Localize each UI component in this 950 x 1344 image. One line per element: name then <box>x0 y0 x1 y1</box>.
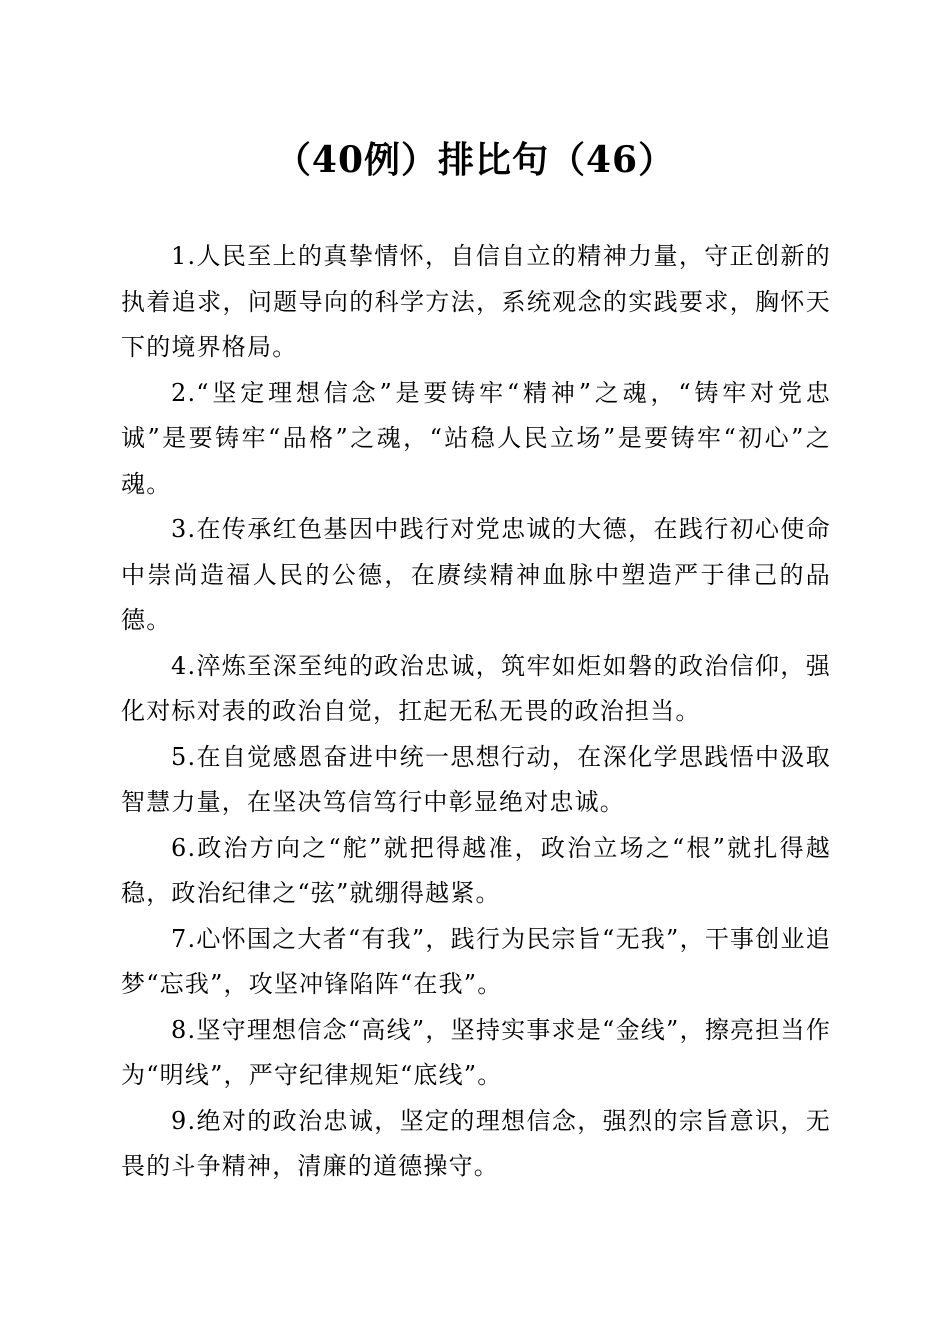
document-title: （40例）排比句（46） <box>274 139 676 181</box>
paragraph-1: 1.人民至上的真挚情怀，自信自立的精神力量，守正创新的执着追求，问题导向的科学方法，系统观念的实践要求，胸怀天下的境界格局。 <box>121 242 831 361</box>
paragraph-8: 8.坚守理想信念“高线”，坚持实事求是“金线”，擦亮担当作为“明线”，严守纪律规矩“底线”。 <box>121 1015 831 1089</box>
paragraph-7: 7.心怀国之大者“有我”，践行为民宗旨“无我”，干事创业追梦“忘我”，攻坚冲锋陷阵“在我”。 <box>121 924 831 998</box>
paragraph-2: 2.“坚定理想信念”是要铸牢“精神”之魂，“铸牢对党忠诚”是要铸牢“品格”之魂，“站稳人民立场”是要铸牢“初心”之魂。 <box>121 378 831 498</box>
paragraph-9: 9.绝对的政治忠诚，坚定的理想信念，强烈的宗旨意识，无畏的斗争精神，清廉的道德操守。 <box>121 1106 831 1180</box>
paragraph-6: 6.政治方向之“舵”就把得越准，政治立场之“根”就扎得越稳，政治纪律之“弦”就绷得越紧。 <box>121 833 831 907</box>
document-body <box>121 234 831 1190</box>
paragraph-4: 4.淬炼至深至纯的政治忠诚，筑牢如炬如磐的政治信仰，强化对标对表的政治自觉，扛起无私无畏的政治担当。 <box>121 651 831 725</box>
paragraph-3: 3.在传承红色基因中践行对党忠诚的大德，在践行初心使命中崇尚造福人民的公德，在赓续精神血脉中塑造严于律己的品德。 <box>121 515 831 634</box>
paragraph-5: 5.在自觉感恩奋进中统一思想行动，在深化学思践悟中汲取智慧力量，在坚决笃信笃行中彰显绝对忠诚。 <box>121 742 831 816</box>
